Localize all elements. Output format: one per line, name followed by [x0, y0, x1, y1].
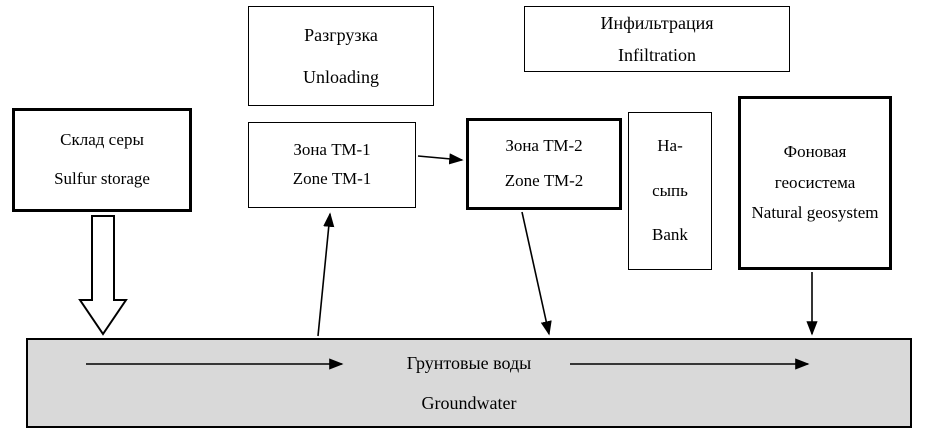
box-infiltration-label-en: Infiltration [618, 45, 696, 65]
box-groundwater-label-ru: Грунтовые воды [406, 352, 532, 373]
box-unloading [248, 6, 434, 106]
arrow-sulfur-storage-to-groundwater [80, 216, 126, 334]
box-natural-geosystem [738, 96, 892, 270]
box-unloading-label-en: Unloading [303, 67, 379, 87]
box-natural-geosystem-label-en: Natural geosystem [751, 203, 879, 223]
box-bank [628, 112, 712, 270]
box-bank-label-en: Bank [652, 225, 688, 245]
box-sulfur-storage [12, 108, 192, 212]
box-bank-label-ru-line2: сыпь [652, 180, 688, 200]
box-sulfur-storage-label-ru: Склад серы [60, 130, 144, 150]
box-infiltration-label-ru: Инфильтрация [600, 12, 714, 33]
box-groundwater [26, 338, 912, 428]
box-zone-tm2 [466, 118, 622, 210]
arrow-zone-tm1-to-zone-tm2 [418, 156, 462, 160]
box-zone-tm1-label-ru: Зона ТМ-1 [293, 140, 371, 160]
box-natural-geosystem-label-ru-line1: Фоновая [783, 142, 847, 162]
box-natural-geosystem-label-ru-line2: геосистема [774, 172, 856, 192]
arrow-groundwater-to-zone-tm1 [318, 214, 330, 336]
box-groundwater-label-en: Groundwater [421, 393, 517, 413]
box-zone-tm2-label-ru: Зона ТМ-2 [505, 136, 583, 156]
box-bank-label-ru-line1: На- [657, 136, 683, 156]
box-zone-tm1-label-en: Zone ТМ-1 [292, 169, 372, 188]
box-sulfur-storage-label-en: Sulfur storage [54, 169, 150, 188]
box-infiltration [524, 6, 790, 72]
arrow-zone-tm2-to-groundwater [522, 212, 549, 334]
box-unloading-label-ru: Разгрузка [304, 24, 378, 45]
box-zone-tm2-label-en: Zone ТМ-2 [504, 171, 584, 190]
box-zone-tm1 [248, 122, 416, 208]
